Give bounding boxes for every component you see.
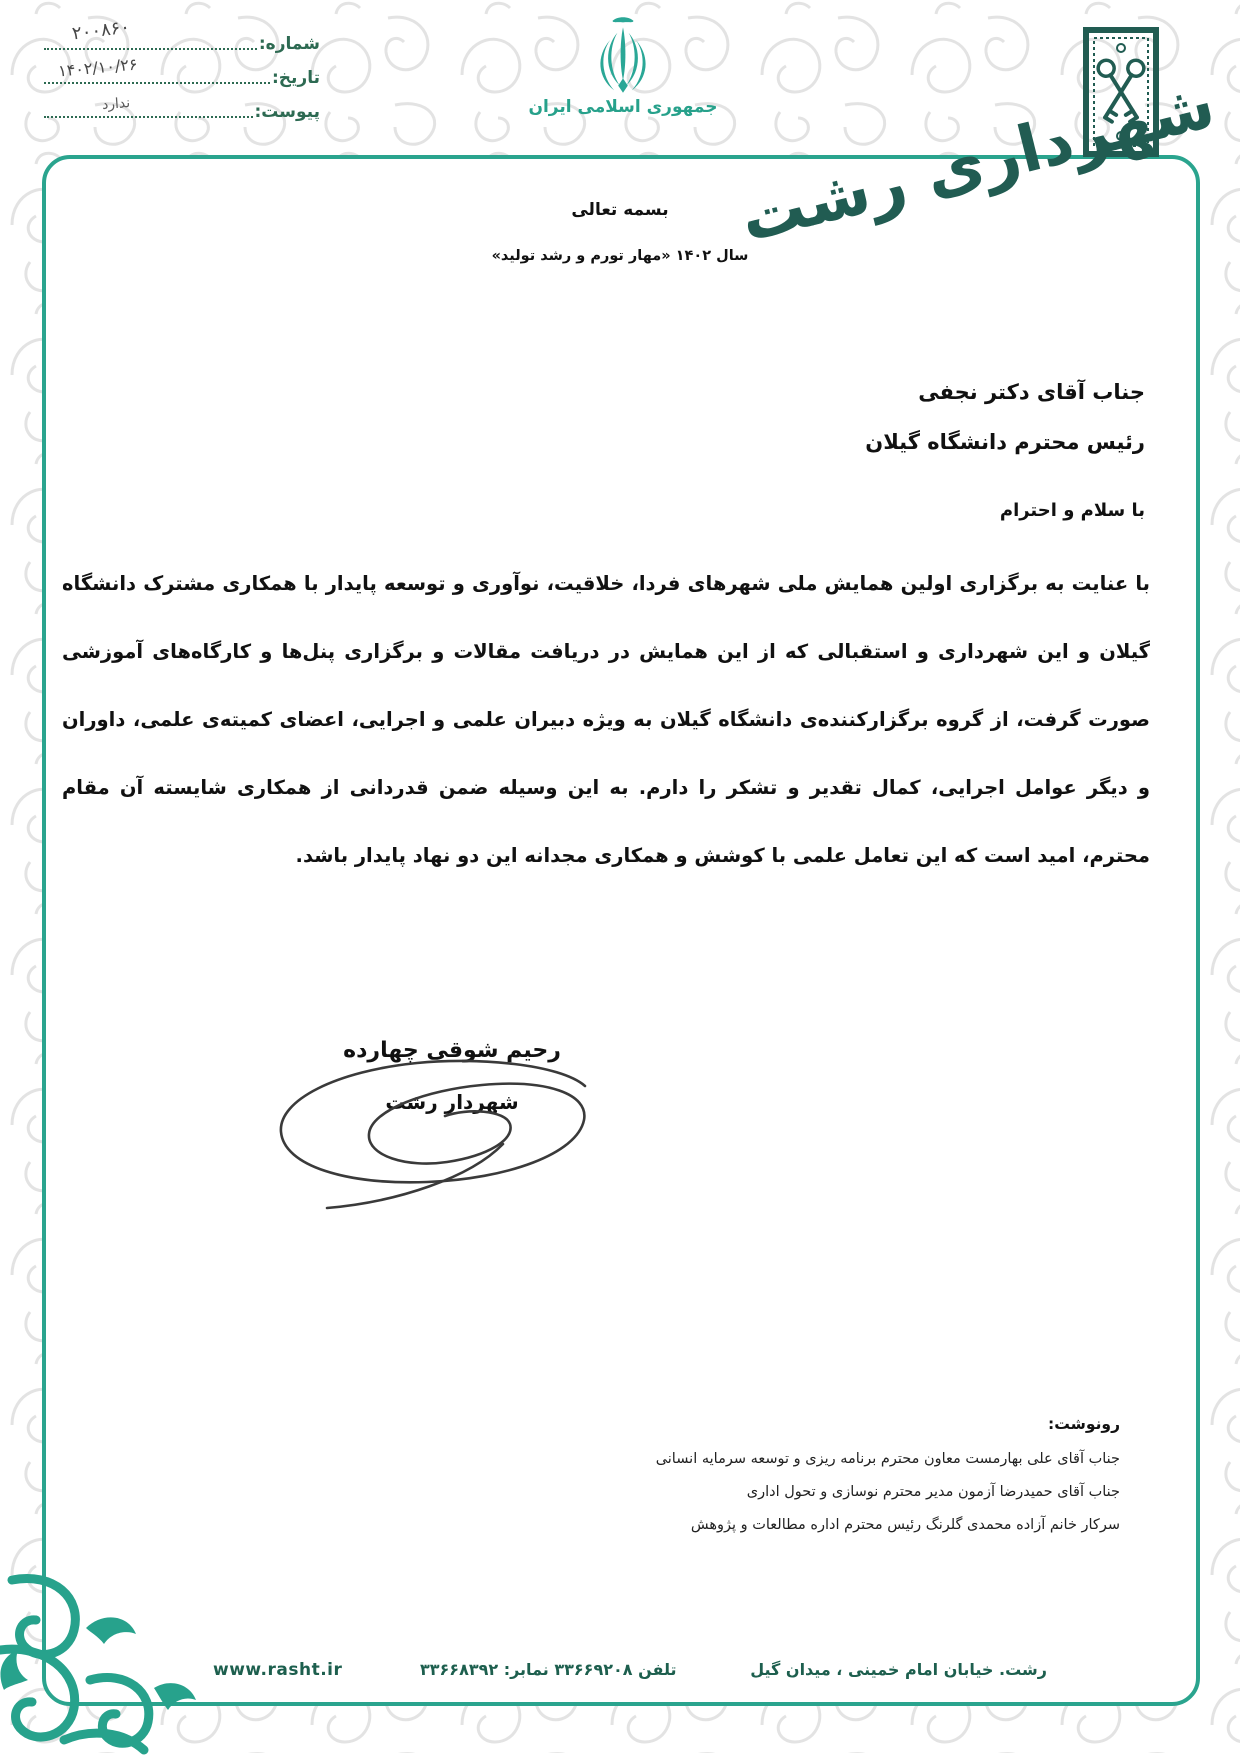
number-label: شماره:: [258, 34, 320, 54]
besmeleh-line: بسمه تعالی: [571, 200, 669, 220]
addressee-name: جناب آقای دکتر نجفی: [918, 380, 1145, 404]
footer-address: رشت. خیابان امام خمینی ، میدان گیل: [750, 1660, 1047, 1679]
salutation: با سلام و احترام: [999, 500, 1145, 521]
signer-name: رحیم شوقی چهارده: [343, 1038, 561, 1063]
org-name-calligraphy: شهرداری رشت: [733, 68, 1222, 258]
signer-title: شهردار رشت: [385, 1090, 519, 1114]
number-value: ۲۰۰۸۶۰: [70, 16, 132, 45]
attachment-row: [42, 88, 320, 122]
dotted-line: [44, 81, 270, 84]
cc-item: سرکار خانم آزاده محمدی گلرنگ رئیس محترم اداره مطالعات و پژوهش: [690, 1517, 1120, 1533]
handwritten-signature: [265, 1048, 610, 1223]
dotted-line: [44, 47, 257, 50]
letter-body: با عنایت به برگزاری اولین همایش ملی شهرهای فردا، خلاقیت، نوآوری و توسعه پایدار با همکاری مشترک دانشگاه گیلان و این شهرداری و استقبالی که از این همایش در دریافت مقالات و برگزاری پنل‌ها و کارگاه‌های آموزشی صورت گرفت، از گروه برگزارکننده‌ی دانشگاه گیلان به ویژه دبیران علمی و اجرایی، اعضای کمیته‌ی علمی، داوران و دیگر عوامل اجرایی، کمال تقدیر و تشکر را دارم. به این وسیله ضمن قدردانی از همکاری شایسته آن مقام محترم، امید است که این تعامل علمی با کوشش و همکاری مجدانه این دو نهاد پایدار باشد.: [62, 572, 1150, 867]
footer-website: www.rasht.ir: [213, 1660, 343, 1680]
cc-item: جناب آقای علی بهارمست معاون محترم برنامه ریزی و توسعه سرمایه انسانی: [655, 1451, 1120, 1467]
floral-corner-ornament: [0, 1560, 209, 1755]
attachment-label: پیوست:: [254, 102, 320, 122]
cc-block: [480, 1415, 1120, 1542]
date-label: تاریخ:: [272, 68, 320, 88]
cc-label: رونوشت:: [1048, 1415, 1120, 1433]
cc-item: جناب آقای حمیدرضا آزمون مدیر محترم نوسازی و تحول اداری: [746, 1484, 1120, 1500]
iran-emblem-icon: [584, 16, 662, 96]
attachment-value: ندارد: [101, 95, 131, 113]
dotted-line: [44, 115, 253, 118]
addressee-title: رئیس محترم دانشگاه گیلان: [865, 430, 1145, 454]
emblem-caption: جمهوری اسلامی ایران: [528, 97, 718, 117]
year-slogan: سال ۱۴۰۲ «مهار تورم و رشد تولید»: [491, 248, 749, 264]
footer-phone: تلفن ۳۳۶۶۹۲۰۸ نمابر: ۳۳۶۶۸۳۹۲: [420, 1660, 677, 1679]
date-value: ۱۴۰۲/۱۰/۲۶: [57, 54, 139, 81]
